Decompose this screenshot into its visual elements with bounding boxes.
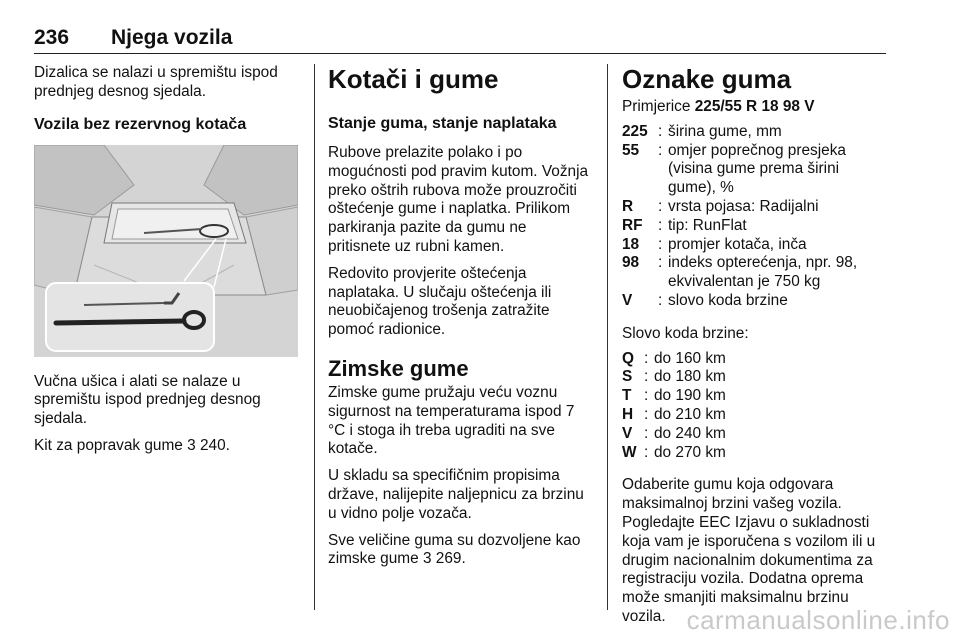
speed-code-row xyxy=(622,387,890,406)
subheading-winter-tyres: Zimske gume xyxy=(328,355,469,381)
tyre-code-row xyxy=(622,236,890,255)
speed-code-row xyxy=(622,368,890,387)
example-label: Primjerice xyxy=(622,98,691,115)
speed-code-row xyxy=(622,350,890,369)
no-spare-heading: Vozila bez rezervnog kotača xyxy=(34,115,247,133)
tyre-code-row-value: širina gume, mm xyxy=(668,122,782,140)
watermark: carmanualsonline.info xyxy=(686,605,950,635)
speed-code-row xyxy=(622,425,890,444)
tyre-code-row xyxy=(622,198,890,217)
subheading-tyre-condition: Stanje guma, stanje naplataka xyxy=(328,115,557,132)
speed-code-row-value: do 190 km xyxy=(654,387,726,405)
tyre-code-row-value: promjer kotača, inča xyxy=(668,235,807,253)
tyre-code-row-value: tip: RunFlat xyxy=(668,216,747,234)
tyre-code-row-separator: : xyxy=(658,254,663,272)
page-reference-icon: 3 xyxy=(187,436,196,454)
speed-code-row-value: do 240 km xyxy=(654,424,726,442)
tyre-code-row-key: 98 xyxy=(622,254,640,272)
speed-code-row-key: V xyxy=(622,424,633,442)
speed-code-row-separator: : xyxy=(644,387,649,405)
example-line xyxy=(622,98,890,117)
tyre-code-row-key: 55 xyxy=(622,141,640,159)
section-title-tyre-designations: Oznake guma xyxy=(622,64,792,94)
tyre-code-row-separator: : xyxy=(658,141,663,159)
tyre-code-row-key: 225 xyxy=(622,122,648,140)
speed-sticker-text: U skladu sa specifičnim propisima države, nalijepite naljepnicu za brzinu u vidno polje vozača. xyxy=(328,467,584,522)
speed-code-row-separator: : xyxy=(644,349,649,367)
page-number: 236 xyxy=(34,26,70,49)
tyre-code-row-separator: : xyxy=(658,216,663,234)
seat-storage-illustration xyxy=(34,145,298,357)
section-title-wheels: Kotači i gume xyxy=(328,64,499,94)
tyre-code-row xyxy=(622,123,890,142)
tyre-code-row-key: RF xyxy=(622,216,643,234)
winter-sizes-page: 269. xyxy=(435,550,466,568)
speed-code-row-separator: : xyxy=(644,443,649,461)
tyre-code-row-value: slovo koda brzine xyxy=(668,291,788,309)
tyre-code-row-separator: : xyxy=(658,235,663,253)
page-header xyxy=(34,26,886,52)
speed-code-row-key: H xyxy=(622,405,634,423)
tyre-code-row xyxy=(622,254,890,292)
repair-kit-page: 240. xyxy=(199,436,230,454)
winter-sizes-text: Sve veličine guma su dozvoljene kao zimske gume xyxy=(328,531,581,568)
page-reference-icon: 3 xyxy=(422,550,432,568)
tools-illustration xyxy=(34,145,298,357)
speed-code-list xyxy=(622,350,890,463)
repair-kit-text: Kit za popravak gume xyxy=(34,436,183,454)
tyre-code-row-separator: : xyxy=(658,291,663,309)
tyre-code-row xyxy=(622,217,890,236)
speed-code-row-separator: : xyxy=(644,405,649,423)
speed-code-row-key: S xyxy=(622,368,633,386)
speed-code-row-value: do 270 km xyxy=(654,443,726,461)
column-divider-2 xyxy=(607,64,608,610)
repair-kit-reference xyxy=(34,437,302,456)
tyre-selection-text: Odaberite gumu koja odgovara maksimalnoj brzini vašeg vozila. Pogledajte EEC Izjavu o sukladnosti koja vam je isporučena s vozilom ili u drugim nacionalnim dokumentima za registraciju vozila. Dodatna oprema može smanjiti maksimalnu brzinu vozila. xyxy=(622,476,876,625)
speed-code-row xyxy=(622,444,890,463)
winter-tyres-text: Zimske gume pružaju veću voznu sigurnost na temperaturama ispod 7 °C i stoga ih treba ugraditi na sve kotače. xyxy=(328,383,575,458)
column-divider-1 xyxy=(314,64,315,610)
tyre-code-row-separator: : xyxy=(658,197,663,215)
example-value: 225/55 R 18 98 V xyxy=(694,98,815,115)
tyre-code-row-key: 18 xyxy=(622,235,640,253)
jack-location-text: Dizalica se nalazi u spremištu ispod prednjeg desnog sjedala. xyxy=(34,64,278,100)
tyre-code-row-key: R xyxy=(622,197,634,215)
tyre-code-row-value: vrsta pojasa: Radijalni xyxy=(668,197,819,215)
header-divider xyxy=(34,53,886,54)
rim-check-text: Redovito provjerite oštećenja naplataka. U slučaju oštećenja ili neuobičajenog trošenja zatražite pomoć radionice. xyxy=(328,264,552,339)
speed-code-row-value: do 180 km xyxy=(654,368,726,386)
column-left xyxy=(34,64,302,456)
tyre-code-list xyxy=(622,123,890,311)
winter-sizes-reference xyxy=(328,532,593,570)
tyre-code-row xyxy=(622,292,890,311)
column-right xyxy=(622,64,890,627)
speed-code-row-separator: : xyxy=(644,424,649,442)
column-middle xyxy=(328,64,593,569)
speed-code-row-separator: : xyxy=(644,368,649,386)
speed-code-row xyxy=(622,406,890,425)
tyre-code-row xyxy=(622,142,890,198)
speed-code-row-value: do 210 km xyxy=(654,405,726,423)
tyre-code-row-key: V xyxy=(622,291,633,309)
speed-code-row-value: do 160 km xyxy=(654,349,726,367)
speed-code-row-key: T xyxy=(622,387,632,405)
tow-eye-caption: Vučna ušica i alati se nalaze u spremištu ispod prednjeg desnog sjedala. xyxy=(34,372,261,428)
tyre-code-row-value: indeks opterećenja, npr. 98, ekvivalentan je 750 kg xyxy=(668,254,858,291)
speed-code-heading: Slovo koda brzine: xyxy=(622,324,749,342)
curb-advice-text: Rubove prelazite polako i po mogućnosti pod pravim kutom. Vožnja preko oštrih rubova može prouzročiti oštećenje gume i naplatka. Prilikom parkiranja pazite da gumu ne pritisnete uz rubni kamen. xyxy=(328,144,589,255)
tyre-code-row-separator: : xyxy=(658,122,663,140)
chapter-title: Njega vozila xyxy=(111,26,233,49)
speed-code-row-key: W xyxy=(622,443,637,461)
tyre-code-row-value: omjer poprečnog presjeka (visina gume prema širini gume), % xyxy=(668,141,846,197)
speed-code-row-key: Q xyxy=(622,349,634,367)
